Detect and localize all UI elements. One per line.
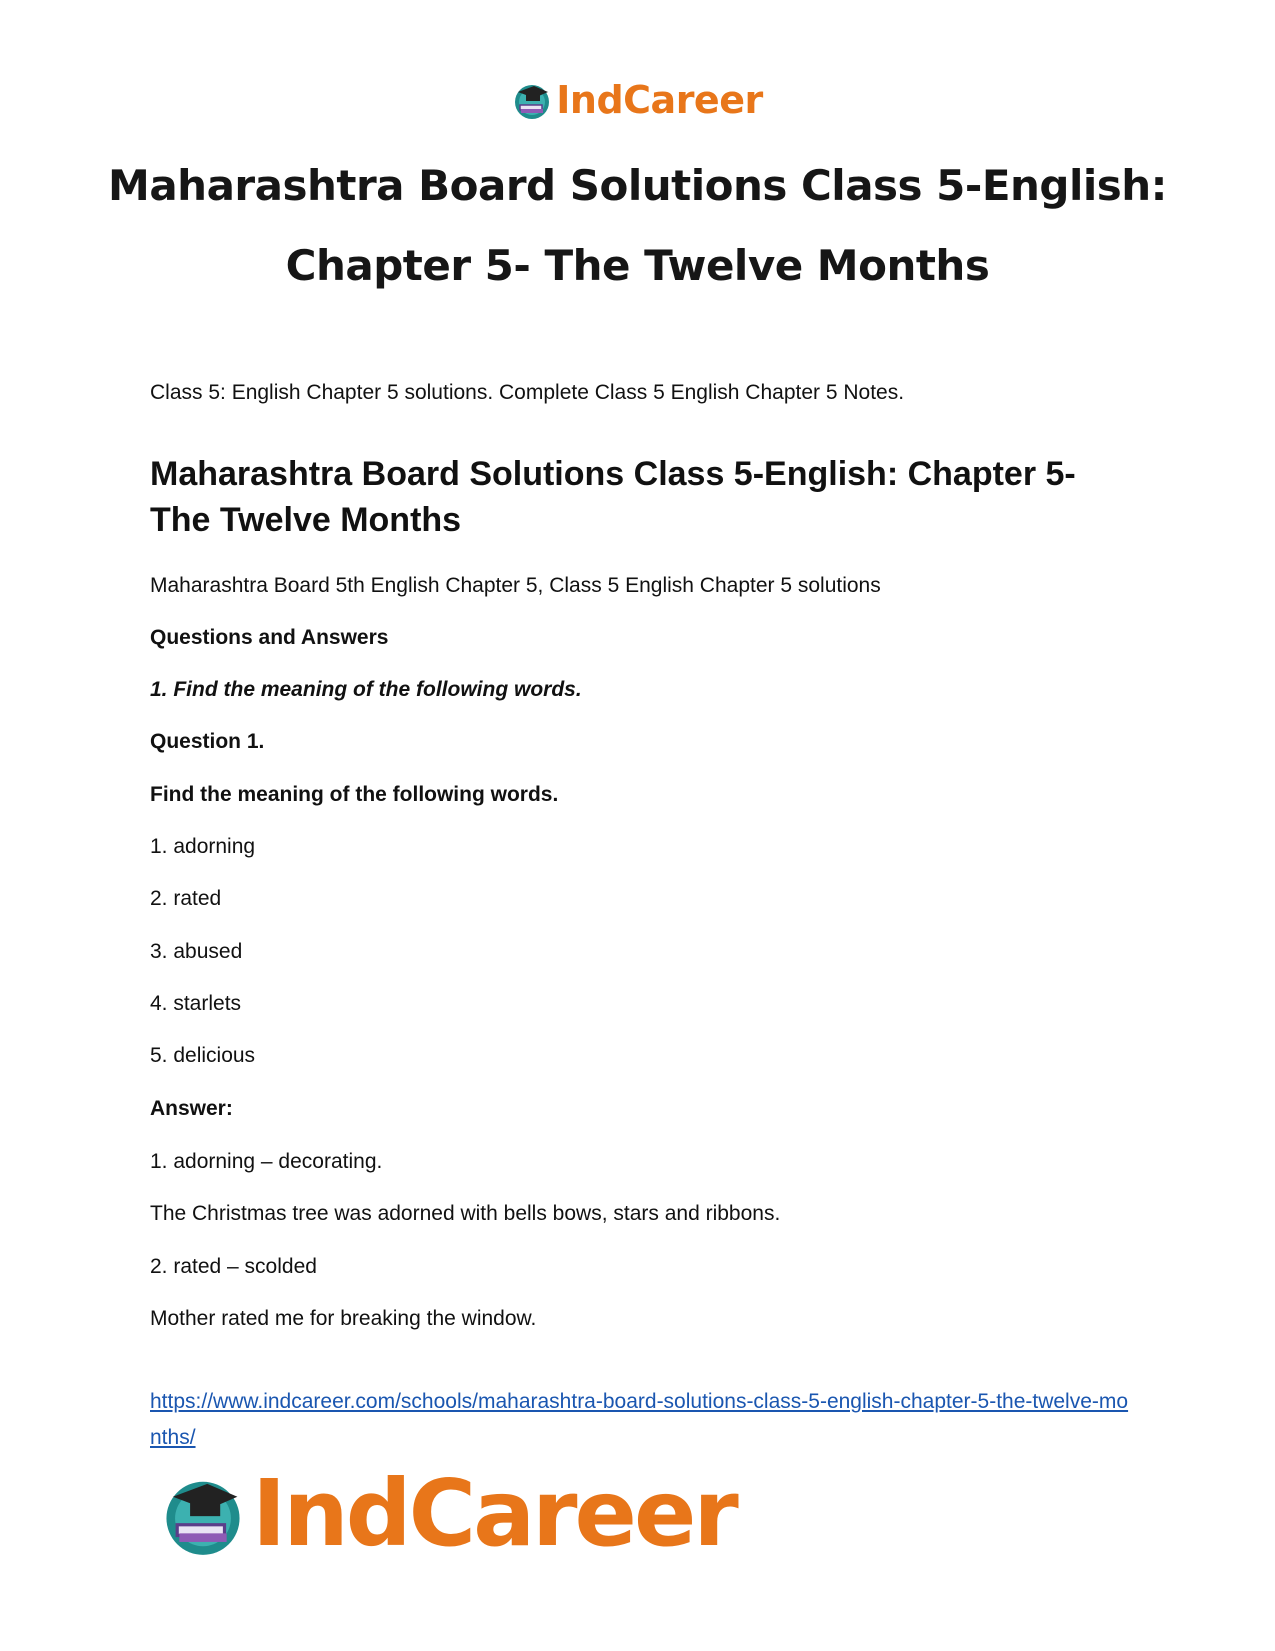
answer-item: 1. adorning – decorating. <box>150 1150 383 1173</box>
answer-label: Answer: <box>150 1097 233 1120</box>
page-title-line-2: Chapter 5- The Twelve Months <box>285 241 990 290</box>
brand-name: IndCareer <box>556 78 763 122</box>
word-item: 4. starlets <box>150 992 242 1015</box>
section-heading-line-2: The Twelve Months <box>150 501 462 539</box>
page-title-line-1: Maharashtra Board Solutions Class 5-English: <box>108 161 1167 210</box>
document-body <box>150 380 1130 1331</box>
exercise-title: 1. Find the meaning of the following words. <box>150 678 582 701</box>
answer-item: Mother rated me for breaking the window. <box>150 1307 537 1330</box>
answer-item: The Christmas tree was adorned with bells bows, stars and ribbons. <box>150 1202 781 1225</box>
brand-name: IndCareer <box>252 1460 736 1567</box>
page-title <box>100 146 1175 306</box>
question-label: Question 1. <box>150 730 265 753</box>
graduation-globe-icon <box>160 1471 246 1557</box>
word-item: 5. delicious <box>150 1044 256 1067</box>
word-item: 1. adorning <box>150 835 256 858</box>
intro-text: Class 5: English Chapter 5 solutions. Complete Class 5 English Chapter 5 Notes. <box>150 381 905 404</box>
brand-logo-top <box>0 80 1275 120</box>
answer-item: 2. rated – scolded <box>150 1255 317 1278</box>
source-link[interactable]: https://www.indcareer.com/schools/maharashtra-board-solutions-class-5-english-chapter-5-the-twelve-months/ <box>150 1390 1129 1449</box>
section-heading-line-1: Maharashtra Board Solutions Class 5-English: Chapter 5- <box>150 455 1076 493</box>
graduation-globe-icon <box>512 80 552 120</box>
subtitle-text: Maharashtra Board 5th English Chapter 5, Class 5 English Chapter 5 solutions <box>150 574 881 597</box>
qa-heading: Questions and Answers <box>150 626 389 649</box>
brand-logo-bottom <box>160 1460 736 1567</box>
word-item: 2. rated <box>150 887 222 910</box>
question-text: Find the meaning of the following words. <box>150 783 559 806</box>
word-item: 3. abused <box>150 940 243 963</box>
section-heading <box>150 451 1130 543</box>
